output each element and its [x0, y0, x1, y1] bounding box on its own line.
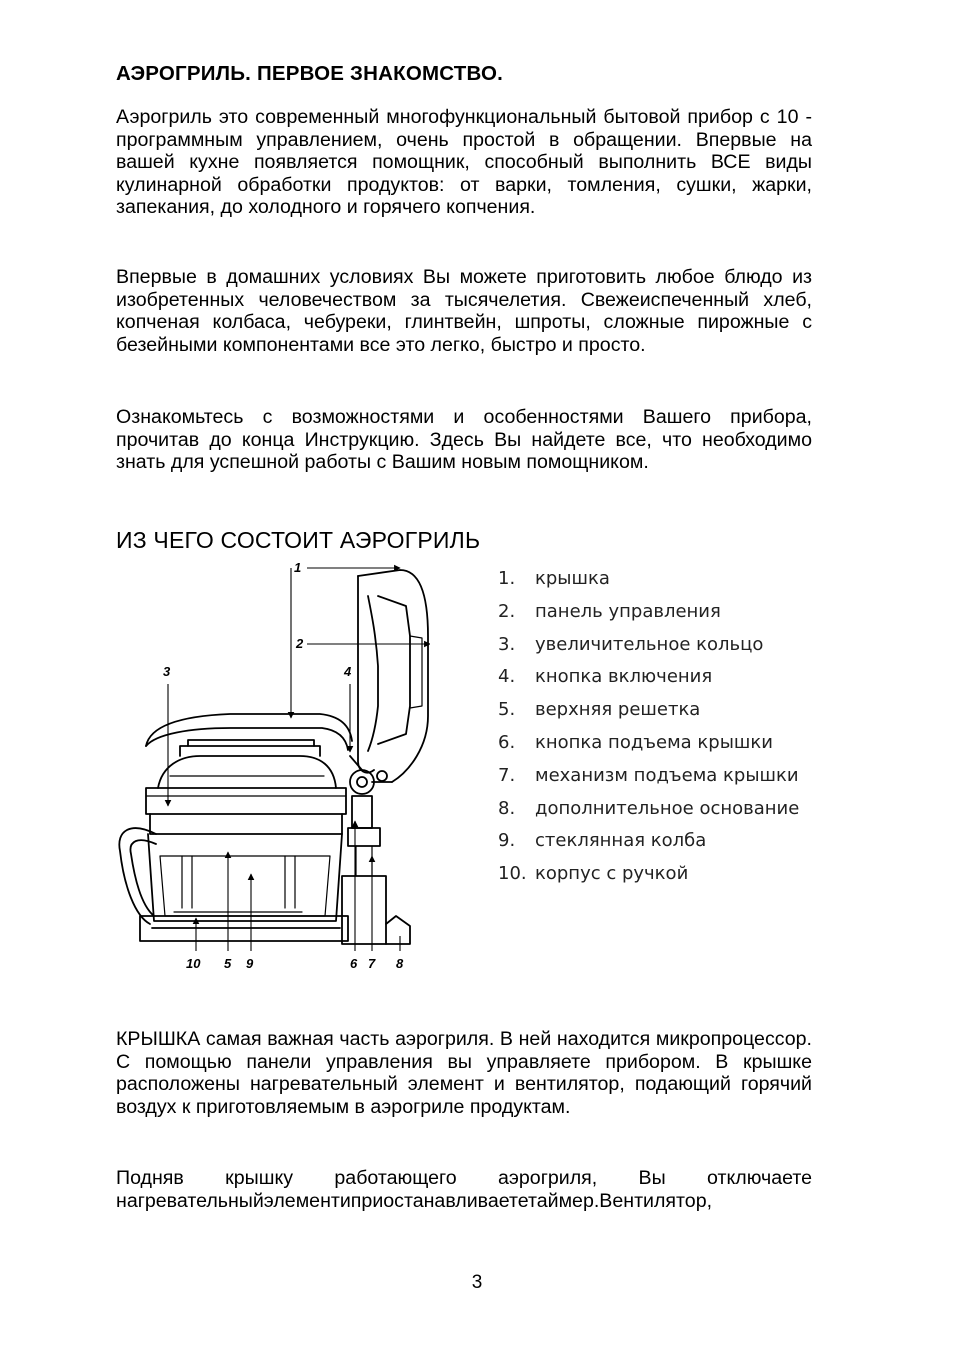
diagram-label-5: 5	[224, 956, 232, 971]
page-title: АЭРОГРИЛЬ. ПЕРВОЕ ЗНАКОМСТВО.	[116, 62, 503, 85]
section-title: ИЗ ЧЕГО СОСТОИТ АЭРОГРИЛЬ	[116, 527, 481, 553]
list-item: 4. кнопка включения	[498, 666, 713, 688]
intro-paragraph-2: Впервые в домашних условиях Вы можете приготовить любое блюдо из изобретенных человечеством за тысячелетия. Свежеиспеченный хлеб, копченая колбаса, чебуреки, глинтвейн, шпроты, сложные пирожные с безейными компонентами все это легко, быстро и просто.	[116, 266, 812, 356]
aerogrill-diagram	[110, 556, 430, 976]
list-item: 5. верхняя решетка	[498, 699, 701, 721]
diagram-label-1: 1	[294, 560, 302, 575]
diagram-label-3: 3	[163, 664, 171, 679]
diagram-label-6: 6	[350, 956, 358, 971]
intro-paragraph-1: Аэрогриль это современный многофункциональный бытовой прибор с 10 - программным управлением, очень простой в обращении. Впервые на вашей кухне появляется помощник, способный выполнить ВСЕ виды кулинарной обработки продуктов: от варки, томления, сушки, жарки, запекания, до холодного и горячего копчения.	[116, 106, 812, 219]
parts-list	[498, 566, 799, 894]
hinge	[350, 770, 374, 794]
list-item: 6. кнопка подъема крышки	[498, 731, 773, 753]
extension-ring	[146, 788, 346, 814]
intro-paragraph-3: Ознакомьтесь с возможностями и особенностями Вашего прибора, прочитав до конца Инструкцию. Здесь Вы найдете все, что необходимо знать для успешной работы с Вашим новым помощником.	[116, 406, 812, 474]
glass-bowl	[148, 834, 342, 921]
lid-paragraph-1: КРЫШКА самая важная часть аэрогриля. В ней находится микропроцессор. С помощью панели управления вы управляете прибором. В крышке расположены нагревательный элемент и вентилятор, подающий горячий воздух к приготовляемым в аэрогриле продуктам.	[116, 1028, 812, 1118]
diagram-label-9: 9	[246, 956, 254, 971]
list-item: 9. стеклянная колба	[498, 830, 707, 852]
diagram-label-4: 4	[344, 664, 352, 679]
list-item: 2. панель управления	[498, 600, 721, 622]
list-item: 10. корпус с ручкой	[498, 863, 689, 885]
diagram-label-7: 7	[368, 956, 376, 971]
list-item: 1. крышка	[498, 568, 610, 589]
list-item: 8. дополнительное основание	[498, 797, 800, 819]
diagram-label-8: 8	[396, 956, 404, 971]
lid-paragraph-2: Подняв крышку работающего аэрогриля, Вы отключаете нагревательныйэлементиприостанавливаететаймер.Вентилятор,	[116, 1167, 812, 1212]
list-item: 7. механизм подъема крышки	[498, 764, 799, 786]
lid-handle	[146, 714, 352, 746]
lid-body	[158, 756, 336, 788]
page-number: 3	[471, 1272, 483, 1293]
list-item: 3. увеличительное кольцо	[498, 633, 764, 655]
diagram-label-10: 10	[186, 956, 201, 971]
diagram-label-2: 2	[296, 636, 304, 651]
